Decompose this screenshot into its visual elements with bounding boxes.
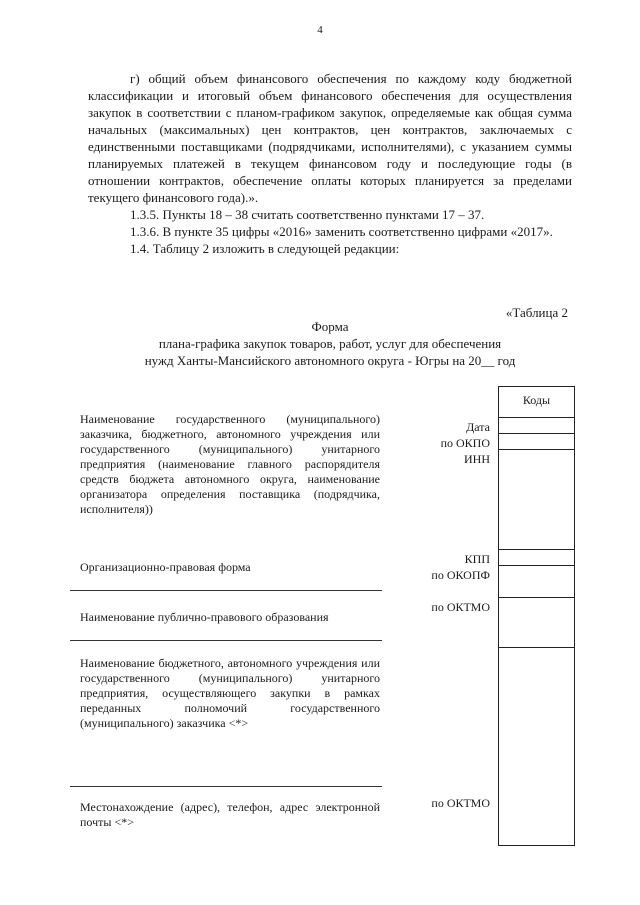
form-title <box>88 318 572 369</box>
codes-cell-blank <box>499 647 574 648</box>
paragraph-1-3-5: 1.3.5. Пункты 18 – 38 считать соответственно пунктами 17 – 37. <box>130 207 485 222</box>
paragraph-1-4: 1.4. Таблицу 2 изложить в следующей редакции: <box>130 241 400 256</box>
divider-1 <box>70 590 382 591</box>
codes-cell-oktmo-1 <box>499 597 574 598</box>
code-label-oktmo-2: по ОКТМО <box>431 796 490 810</box>
codes-table <box>498 386 575 846</box>
body-text <box>88 70 572 257</box>
form-subtitle-line-1: плана-графика закупок товаров, работ, услуг для обеспечения <box>158 336 502 351</box>
paragraph-1-3-6: 1.3.6. В пункте 35 цифры «2016» заменить соответственно цифрами «2017». <box>130 224 553 239</box>
code-label-okopf: по ОКОПФ <box>431 568 490 582</box>
divider-3 <box>70 786 382 787</box>
table-label: «Таблица 2 <box>505 305 568 320</box>
divider-2 <box>70 640 382 641</box>
codes-cell-okpo <box>499 433 574 434</box>
codes-header: Коды <box>522 393 551 407</box>
public-entity-label: Наименование публично-правового образования <box>80 610 329 624</box>
codes-cell-okopf <box>499 565 574 566</box>
form-heading: Форма <box>311 319 349 334</box>
customer-name-label: Наименование государственного (муниципального) заказчика, бюджетного, автономного учреждения или государственного (муниципального) унитарного предприятия (наименование главного распорядителя средств бюджета автономного округа, наименование организатора определения поставщика (подрядчика, исполнителя)) <box>80 412 380 516</box>
paragraph-g: г) общий объем финансового обеспечения по каждому коду бюджетной классификации и итоговый объем финансового обеспечения для осуществления закупок в соответствии с планом-графиком закупок, определяемые как общая сумма начальных (максимальных) цен контрактов, цен контрактов, заключаемых с единственными поставщиками (подрядчиками, исполнителями), с указанием суммы планируемых платежей в текущем финансовом году и последующие годы (в отношении контрактов, обеспечение оплаты которых планируется за пределами текущего финансового года).». <box>88 71 572 205</box>
institution-name-label: Наименование бюджетного, автономного учреждения или государственного (муниципального) унитарного предприятия, осуществляющего закупки в рамках переданных полномочий государственного (муниципального) заказчика <*> <box>80 656 380 730</box>
form-subtitle-line-2: нужд Ханты-Мансийского автономного округа - Югры на 20__ год <box>144 353 516 368</box>
code-label-inn: ИНН <box>464 452 490 466</box>
legal-form-label: Организационно-правовая форма <box>80 560 251 574</box>
location-label: Местонахождение (адрес), телефон, адрес электронной почты <*> <box>80 800 380 829</box>
codes-cell-kpp <box>499 549 574 550</box>
code-label-kpp: КПП <box>464 552 490 566</box>
code-label-oktmo-1: по ОКТМО <box>431 600 490 614</box>
codes-cell-date <box>499 417 574 418</box>
code-label-date: Дата <box>466 420 490 434</box>
codes-cell-inn <box>499 449 574 450</box>
code-label-okpo: по ОКПО <box>440 436 490 450</box>
page-number: 4 <box>317 24 323 36</box>
